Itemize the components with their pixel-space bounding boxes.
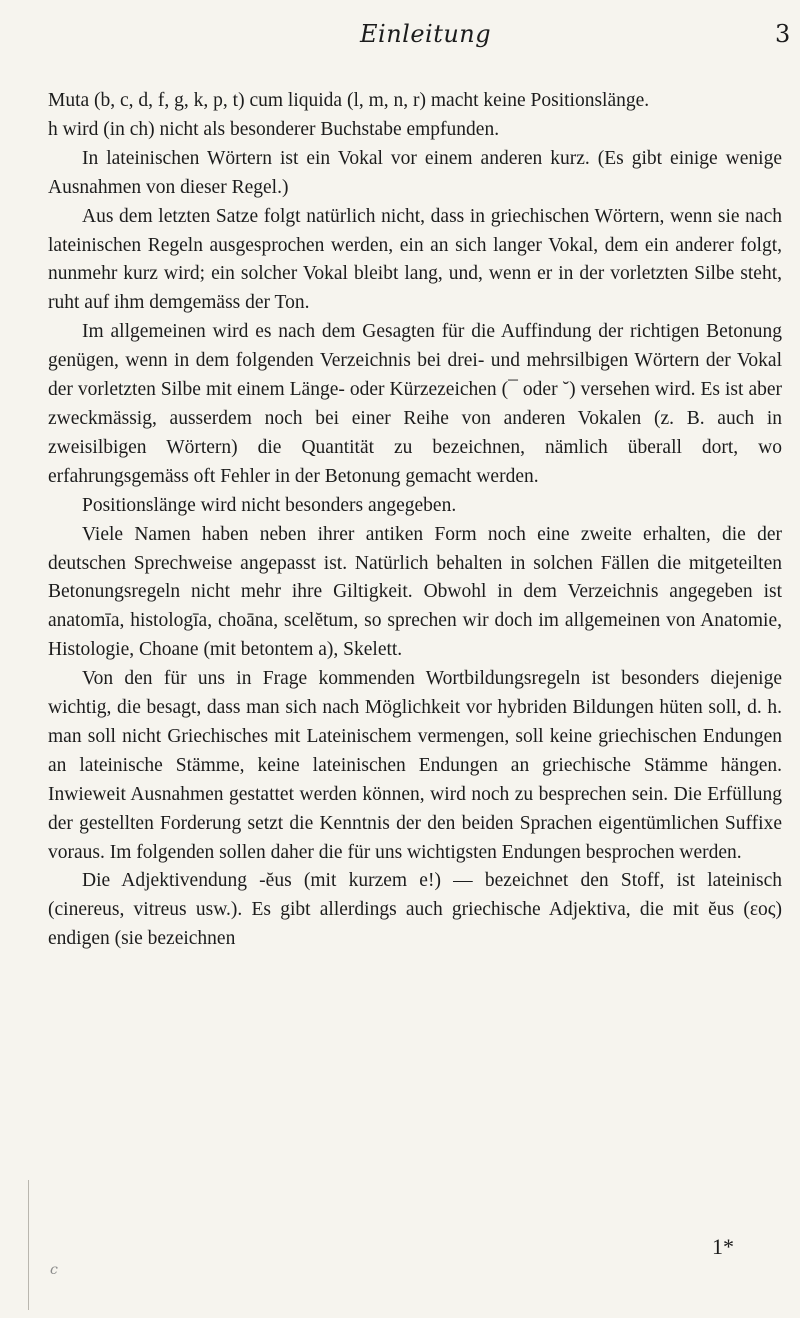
running-head: Einleitung (360, 20, 492, 48)
paragraph: Aus dem letzten Satze folgt natürlich nicht, dass in griechischen Wörtern, wenn sie nach lateinischen Regeln ausgesprochen werden, ein an sich langer Vokal, dem ein anderer folgt, nunmehr kurz wird; ein solcher Vokal bleibt lang, und, wenn er in der vorletzten Silbe steht, ruht auf ihm demgemäss der Ton. (48, 205, 782, 314)
paragraph: Viele Namen haben neben ihrer antiken Form noch eine zweite erhalten, die der deutschen Sprechweise angepasst ist. Natürlich behalten in solchen Fällen die mitgeteilten Betonungsregeln nicht mehr ihre Giltigkeit. Obwohl in dem Verzeichnis angegeben ist anatomīa, histologīa, choāna, scelĕtum, so sprechen wir doch im allgemeinen von Anatomie, Histologie, Choane (mit betontem a), Skelett. (48, 523, 782, 661)
paragraph: In lateinischen Wörtern ist ein Vokal vor einem anderen kurz. (Es gibt einige wenige Ausnahmen von dieser Regel.) (48, 147, 782, 198)
paragraph: Die Adjektivendung -ĕus (mit kurzem e!) — bezeichnet den Stoff, ist lateinisch (cinereus, vitreus usw.). Es gibt allerdings auch griechische Adjektiva, die mit ĕus (εος) endigen (sie bezeichnen (48, 870, 782, 950)
page-header (0, 20, 800, 60)
paragraph: Im allgemeinen wird es nach dem Gesagten für die Auffindung der richtigen Betonung genügen, wenn in dem folgenden Verzeichnis bei drei- und mehrsilbigen Wörtern der Vokal der vorletzten Silbe mit einem Länge- oder Kürzezeichen (¯ oder ˘) versehen wird. Es ist aber zweckmässig, ausserdem noch bei einer Reihe von anderen Vokalen (z. B. auch in zweisilbigen Wörtern) die Quantität zu bezeichnen, nämlich überall dort, wo erfahrungsgemäss oft Fehler in der Betonung gemacht werden. (48, 321, 782, 487)
paragraph: Muta (b, c, d, f, g, k, p, t) cum liquida (l, m, n, r) macht keine Positionslänge. (48, 90, 650, 111)
body-text (48, 87, 782, 954)
corner-mark: c (50, 1262, 58, 1278)
paragraph: Von den für uns in Frage kommenden Wortbildungsregeln ist besonders diejenige wichtig, die besagt, dass man sich nach Möglichkeit vor hybriden Bildungen hüten soll, d. h. man soll nicht Griechisches mit Lateinischem vermengen, soll keine griechischen Endungen an lateinische Stämme, keine lateinischen Endungen an griechische Stämme hängen. Inwieweit Ausnahmen gestattet werden können, wird noch zu besprechen sein. Die Erfüllung der gestellten Forderung setzt die Kenntnis der den beiden Sprachen eigentümlichen Suffixe voraus. Im folgenden sollen daher die für uns wichtigsten Endungen besprochen werden. (48, 668, 782, 863)
page-number: 3 (775, 20, 791, 48)
signature-mark: 1* (712, 1234, 734, 1259)
page-edge-shadow (28, 1180, 29, 1310)
paragraph: Positionslänge wird nicht besonders angegeben. (82, 494, 457, 516)
paragraph: h wird (in ch) nicht als besonderer Buchstabe empfunden. (48, 118, 500, 140)
